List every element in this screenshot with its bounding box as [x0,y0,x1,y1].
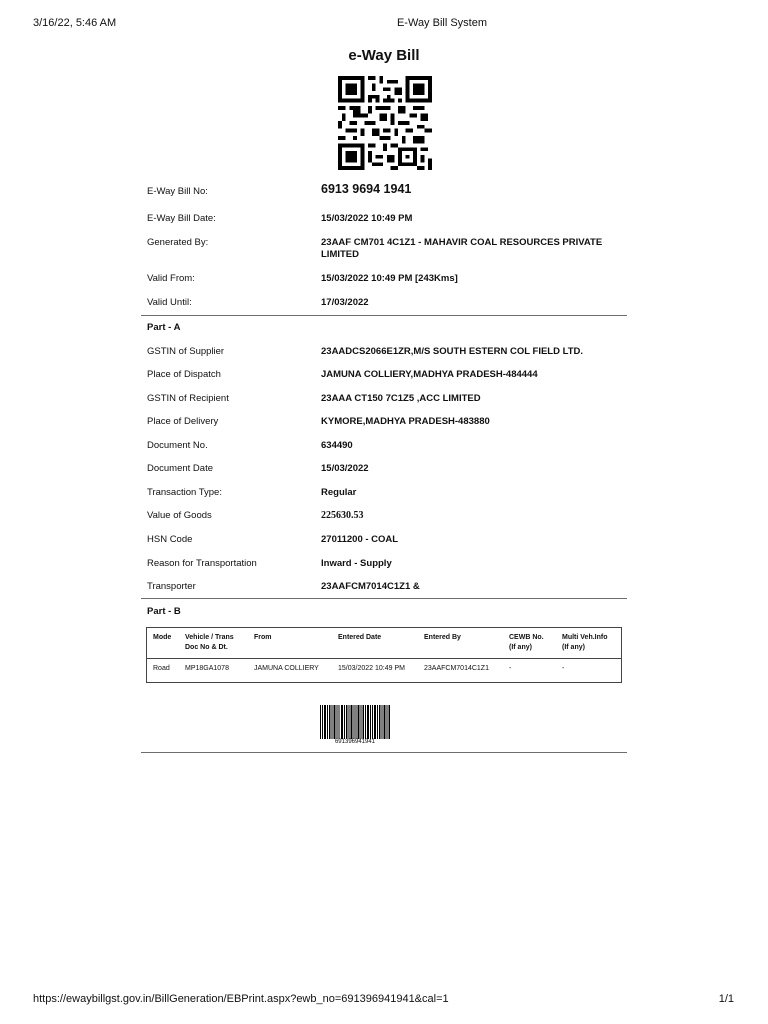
barcode-icon [320,705,390,739]
divider [141,315,627,316]
label: Valid Until: [147,297,192,308]
divider [141,752,627,753]
value: Inward - Supply [321,558,392,569]
barcode-number: 691396941941 [334,739,376,745]
table-cell: 23AAFCM7014C1Z1 [424,665,489,672]
label: Transporter [147,581,196,592]
print-datetime: 3/16/22, 5:46 AM [33,17,117,29]
page-number: 1/1 [718,993,734,1005]
table-cell: - [562,665,565,672]
table-cell: JAMUNA COLLIERY [254,665,319,672]
table-header: CEWB No. (If any) [509,634,544,651]
value: 225630.53 [321,510,364,521]
value: 15/03/2022 10:49 PM [321,213,413,224]
table-cell: 15/03/2022 10:49 PM [338,665,405,672]
label: GSTIN of Recipient [147,393,229,404]
table-header: Multi Veh.Info (If any) [562,634,608,651]
value: JAMUNA COLLIERY,MADHYA PRADESH-484444 [321,369,538,380]
label: Valid From: [147,273,195,284]
value: KYMORE,MADHYA PRADESH-483880 [321,416,490,427]
divider [141,598,627,599]
label: HSN Code [147,534,193,545]
label: Transaction Type: [147,487,222,498]
label: E-Way Bill No: [147,186,208,197]
table-cell: - [509,665,512,672]
eway-bill-number: 6913 9694 1941 [321,182,412,196]
table-header: Entered By [424,634,461,641]
qr-code-icon [338,76,432,170]
divider [147,658,621,659]
table-header: Vehicle / Trans Doc No & Dt. [185,634,234,651]
print-page-title: E-Way Bill System [396,17,488,29]
print-header [0,17,768,31]
value: 17/03/2022 [321,297,369,308]
label: GSTIN of Supplier [147,346,225,357]
label: Reason for Transportation [147,558,257,569]
table-header: Entered Date [338,634,382,641]
value: Regular [321,487,357,498]
page-url-link[interactable]: https://ewaybillgst.gov.in/BillGeneration/EBPrint.aspx?ewb_no=691396941941&cal=1 [33,993,449,1005]
label: Place of Delivery [147,416,219,427]
label: Document No. [147,440,208,451]
value: 23AAFCM7014C1Z1 & [321,581,420,592]
label: Place of Dispatch [147,369,221,380]
label: Document Date [147,463,214,474]
document-title: e-Way Bill [348,47,420,64]
value: 15/03/2022 [321,463,369,474]
print-footer [0,993,768,1007]
label: Generated By: [147,237,209,248]
value: 23AADCS2066E1ZR,M/S SOUTH ESTERN COL FIELD LTD. [321,346,583,357]
table-header: Mode [153,634,172,641]
part-a-title: Part - A [147,322,181,333]
value: 27011200 - COAL [321,534,399,545]
label: E-Way Bill Date: [147,213,216,224]
vehicle-details-table [146,627,622,683]
table-header: From [254,634,272,641]
value: 15/03/2022 10:49 PM [243Kms] [321,273,458,284]
table-cell: Road [153,665,170,672]
value: 634490 [321,440,353,451]
table-cell: MP18GA1078 [185,665,229,672]
part-b-title: Part - B [147,606,181,617]
value: 23AAF CM701 4C1Z1 - MAHAVIR COAL RESOURCES PRIVATE LIMITED [321,237,603,260]
label: Value of Goods [147,510,212,521]
value: 23AAA CT150 7C1Z5 ,ACC LIMITED [321,393,481,404]
